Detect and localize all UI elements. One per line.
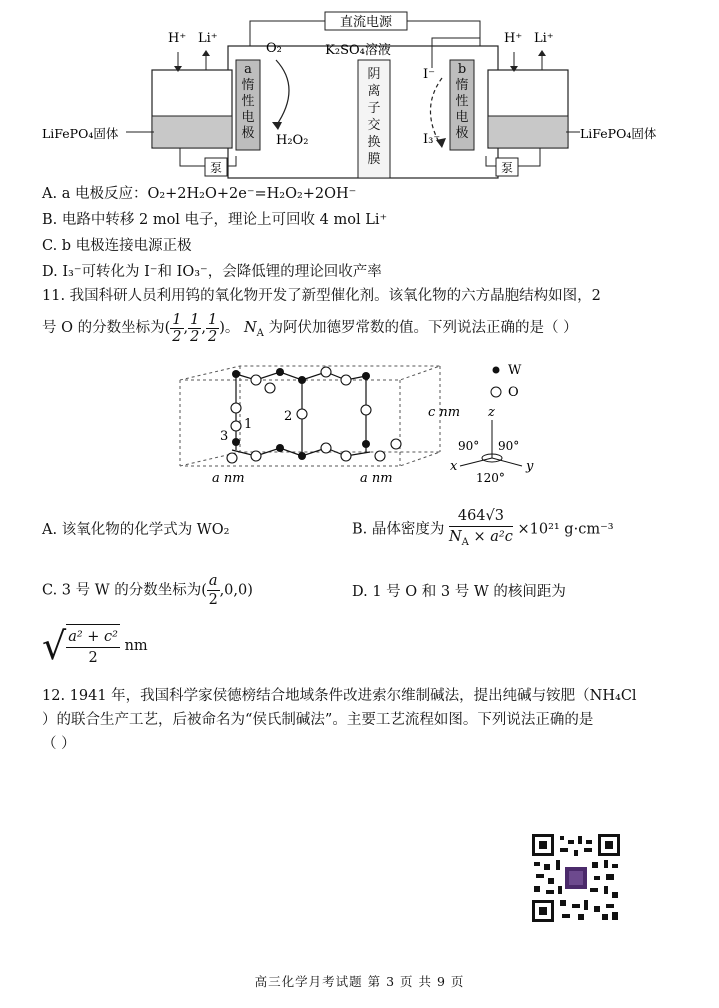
q12-stem-line2: ）的联合生产工艺，后被命名为“侯氏制碱法”。主要工艺流程如图。下列说法正确的是 xyxy=(42,712,594,728)
q11-option-d: D. 1 号 O 和 3 号 W 的核间距为 xyxy=(352,584,566,600)
angle-3-label: 120° xyxy=(476,471,505,485)
pump-left-label: 泵 xyxy=(209,161,223,175)
electrode-a-label: a 惰 性 电 极 xyxy=(241,62,255,141)
coord-frac-1: $\frac{1}{2}$ xyxy=(172,311,182,345)
crystal-structure-diagram xyxy=(170,358,550,488)
q12-stem-line1: 12. 1941 年，我国科学家侯德榜结合地域条件改进索尔维制碱法，提出纯碱与铵肥（NH₄Cl xyxy=(42,688,637,704)
qr-code xyxy=(532,834,620,922)
q10-option-c: C. b 电极连接电源正极 xyxy=(42,238,192,254)
iodide-label: I⁻ xyxy=(423,67,435,82)
q11-option-d-formula: √ $\frac{\text{a² + c²}}{2}$ nm xyxy=(42,624,148,668)
q11-stem-line2: 号 O 的分数坐标为( $\frac{1}{2}$ , $\frac{1}{2}$ , $\frac{1}{2}$ )。 $N_A$ 为阿伏加德罗常数的值。下列说法正确的是（ ） xyxy=(42,311,578,345)
solid-right-label: LiFePO₄固体 xyxy=(580,126,657,141)
axis-x-label: x xyxy=(450,459,458,474)
solution-label: K₂SO₄溶液 xyxy=(325,43,391,58)
lattice-c: c nm xyxy=(428,405,461,420)
o2-label: O₂ xyxy=(266,41,282,56)
atom-label-2: 2 xyxy=(284,409,293,424)
lattice-a-left: a nm xyxy=(212,471,245,486)
legend-o-label: O xyxy=(508,385,519,400)
q11-option-b: B. 晶体密度为 $\frac{464√3}{N_A \times a^2c}$ ×10²¹ g·cm⁻³ xyxy=(352,508,614,548)
coord-frac-2: $\frac{1}{2}$ xyxy=(190,311,200,345)
membrane-label: 阴 离 子 交 换 膜 xyxy=(367,67,381,167)
legend-w-label: W xyxy=(508,363,522,378)
q10-option-b: B. 电路中转移 2 mol 电子，理论上可回收 4 mol Li⁺ xyxy=(42,212,388,228)
pump-right-label: 泵 xyxy=(500,161,514,175)
angle-1-label: 90° xyxy=(458,439,480,453)
q10-option-a: A. a 电极反应：O₂+2H₂O+2e⁻=H₂O₂+2OH⁻ xyxy=(42,186,357,202)
q11-option-a: A. 该氧化物的化学式为 WO₂ xyxy=(42,522,230,538)
h-left-label: H⁺ xyxy=(168,31,187,46)
atom-label-1: 1 xyxy=(244,417,253,432)
electrode-b-label: b 惰 性 电 极 xyxy=(455,62,469,141)
power-supply-label: 直流电源 xyxy=(339,15,393,30)
h2o2-label: H₂O₂ xyxy=(276,133,309,148)
li-left-label: Li⁺ xyxy=(198,31,218,46)
axis-z-label: z xyxy=(488,405,495,420)
h-right-label: H⁺ xyxy=(504,31,523,46)
atom-label-3: 3 xyxy=(220,429,229,444)
angle-2-label: 90° xyxy=(498,439,520,453)
li-right-label: Li⁺ xyxy=(534,31,554,46)
q11-stem-line1: 11. 我国科研人员利用钨的氧化物开发了新型催化剂。该氧化物的六方晶胞结构如图，2 xyxy=(42,288,601,304)
lattice-a-right: a nm xyxy=(360,471,393,486)
page-footer: 高三化学月考试题 第 3 页 共 9 页 xyxy=(254,974,465,989)
solid-left-label: LiFePO₄固体 xyxy=(42,126,119,141)
q12-stem-line3: （ ） xyxy=(42,736,76,752)
q11-option-c: C. 3 号 W 的分数坐标为( $\frac{a}{2}$ ,0,0) xyxy=(42,573,253,608)
coord-frac-3: $\frac{1}{2}$ xyxy=(207,311,218,345)
q10-option-d: D. I₃⁻可转化为 I⁻和 IO₃⁻，会降低锂的理论回收产率 xyxy=(42,264,382,280)
axis-y-label: y xyxy=(526,459,534,474)
triiodide-label: I₃⁻ xyxy=(423,132,441,147)
